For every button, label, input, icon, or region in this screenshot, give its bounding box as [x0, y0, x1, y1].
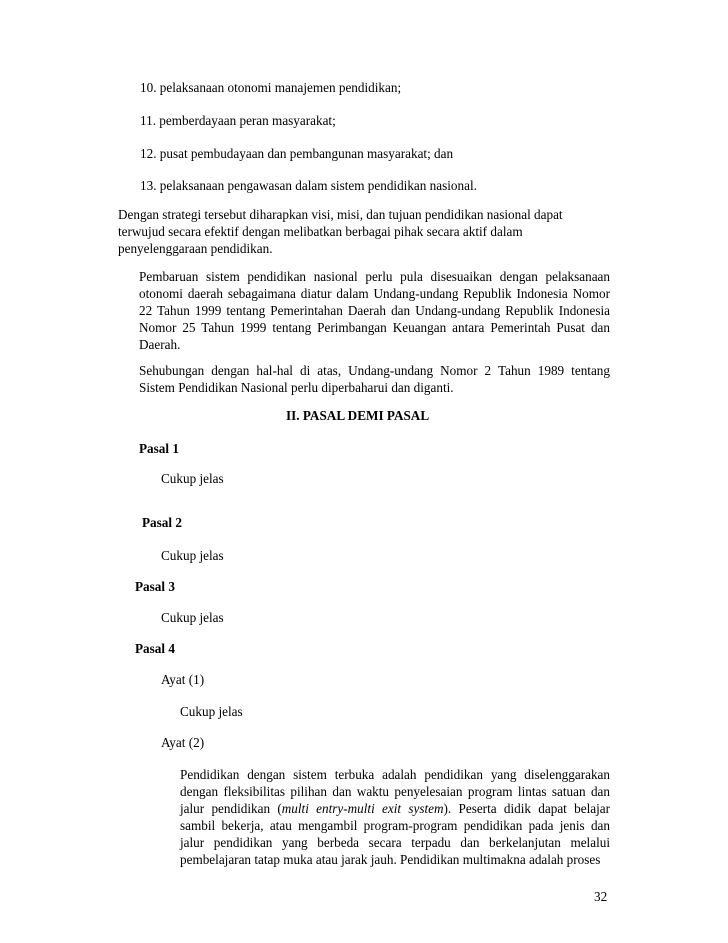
ayat-2-text-start: Pendidikan dengan sistem terbuka adalah pendidikan yang diselenggarakan dengan fleksibilitas pilihan dan waktu penyelesaian program lintas satuan dan jalur pendidikan (: [180, 767, 610, 816]
list-item-12: 12. pusat pembudayaan dan pembangunan masyarakat; dan: [140, 146, 454, 161]
pasal-4-ayat-2-paragraph: [180, 766, 610, 868]
pasal-2-title: Pasal 2: [142, 515, 182, 530]
closing-paragraph: Sehubungan dengan hal-hal di atas, Undang-undang Nomor 2 Tahun 1989 tentang Sistem Pendidikan Nasional perlu diperbaharui dan diganti.: [139, 363, 610, 395]
section-heading: II. PASAL DEMI PASAL: [286, 408, 430, 423]
pasal-1-title: Pasal 1: [139, 441, 179, 456]
ayat-2-italic-term: multi entry-multi exit system: [281, 801, 444, 816]
list-item-13: 13. pelaksanaan pengawasan dalam sistem pendidikan nasional.: [140, 178, 477, 193]
pasal-3-text: Cukup jelas: [161, 610, 224, 625]
pasal-4-ayat-2-label: Ayat (2): [161, 735, 205, 750]
list-item-10: 10. pelaksanaan otonomi manajemen pendidikan;: [140, 80, 402, 95]
pasal-1-text: Cukup jelas: [161, 471, 224, 486]
pasal-2-text: Cukup jelas: [161, 548, 224, 563]
strategy-paragraph-line-3: penyelenggaraan pendidikan.: [118, 241, 273, 256]
strategy-paragraph-line-1: Dengan strategi tersebut diharapkan visi, misi, dan tujuan pendidikan nasional dapat: [118, 207, 563, 222]
pasal-3-title: Pasal 3: [135, 579, 175, 594]
reform-paragraph: Pembaruan sistem pendidikan nasional perlu pula disesuaikan dengan pelaksanaan otonomi daerah sebagaimana diatur dalam Undang-undang Republik Indonesia Nomor 22 Tahun 1999 tentang Pemerintahan Daerah dan Undang-undang Republik Indonesia Nomor 25 Tahun 1999 tentang Perimbangan Keuangan antara Pemerintah Pusat dan Daerah.: [139, 269, 610, 352]
pasal-4-ayat-1-text: Cukup jelas: [180, 704, 243, 719]
page-number: 32: [594, 889, 608, 904]
pasal-4-ayat-1-label: Ayat (1): [161, 672, 205, 687]
list-item-11: 11. pemberdayaan peran masyarakat;: [140, 113, 336, 128]
strategy-paragraph-line-2: terwujud secara efektif dengan melibatkan berbagai pihak secara aktif dalam: [118, 224, 523, 239]
ayat-2-text-end: ). Peserta didik dapat belajar sambil bekerja, atau mengambil program-program pendidikan pada jenis dan jalur pendidikan yang berbeda secara terpadu dan berkelanjutan melalui pembelajaran tatap muka atau jarak jauh. Pendidikan multimakna adalah proses: [180, 801, 611, 867]
pasal-4-title: Pasal 4: [135, 641, 175, 656]
